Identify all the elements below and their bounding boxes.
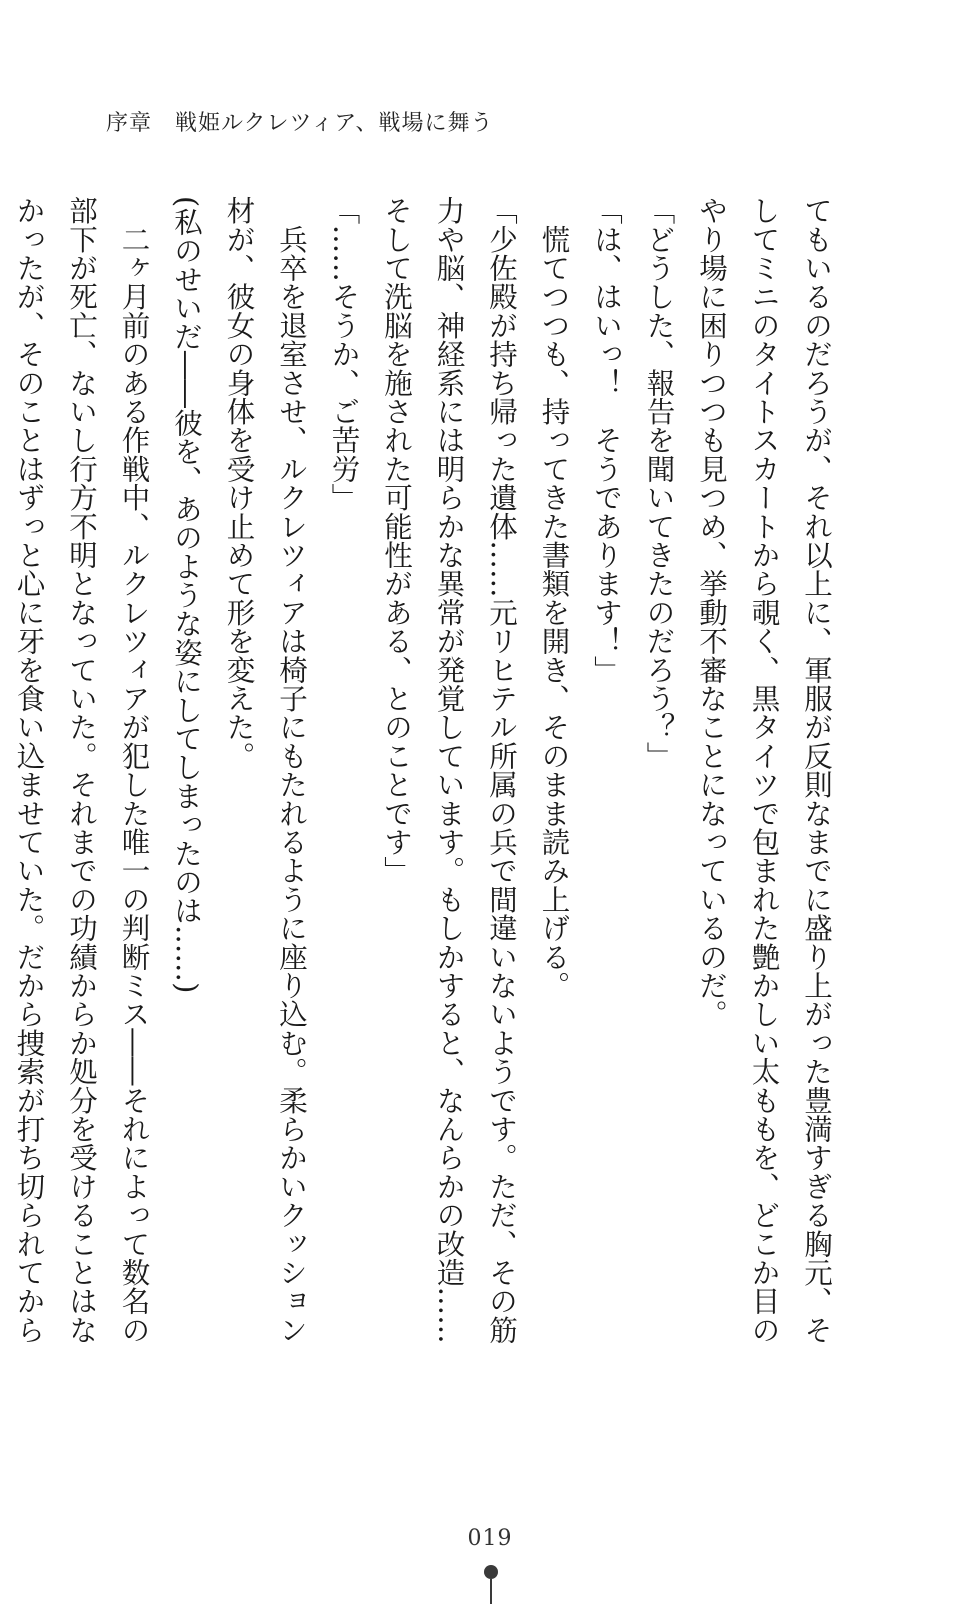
- folio-dot-ornament: [484, 1565, 498, 1579]
- text-line: 「……そうか、ご苦労」: [327, 196, 361, 512]
- text-line: てもいるのだろうが、それ以上に、軍服が反則なまでに盛り上がった豊満すぎる胸元、そ: [800, 196, 833, 1344]
- text-line: 部下が死亡、ないし行方不明となっていた。それまでの功績からか処分を受けることはな: [65, 196, 98, 1344]
- text-line: かったが、そのことはずっと心に牙を食い込ませていた。だから捜索が打ち切られてから: [12, 196, 46, 1345]
- text-line: 力や脳、神経系には明らかな異常が発覚しています。もしかすると、なんらかの改造……: [432, 196, 466, 1344]
- text-line: 二ヶ月前のある作戦中、ルクレツィアが犯した唯一の判断ミス――それによって数名の: [117, 196, 151, 1344]
- text-line: 「少佐殿が持ち帰った遺体……元リヒテル所属の兵で間違いないようです。ただ、その筋: [485, 196, 518, 1344]
- text-line: 兵卒を退室させ、ルクレツィアは椅子にもたれるように座り込む。柔らかいクッション: [275, 196, 308, 1344]
- text-line: 慌てつつも、持ってきた書類を開き、そのまま読み上げる。: [537, 196, 571, 1000]
- running-head: 序章 戦姫ルクレツィア、戦場に舞う: [106, 111, 494, 136]
- text-line: そして洗脳を施された可能性がある、とのことです」: [380, 196, 413, 885]
- body-text: [12, 196, 842, 1345]
- text-line: (私のせいだ――彼を、あのような姿にしてしまったのは……): [170, 196, 203, 994]
- text-line: 「どうした、報告を聞いてきたのだろう？」: [642, 196, 676, 770]
- folio-line-ornament: [490, 1579, 492, 1604]
- page-number: 019: [467, 1526, 513, 1551]
- text-line: [0, 196, 2, 1322]
- text-line: 「は、はいっ！ そうであります！」: [590, 196, 623, 684]
- text-line: してミニのタイトスカートから覗く、黒タイツで包まれた艶かしい太ももを、どこか目の: [747, 196, 781, 1344]
- text-line: やり場に困りつつも見つめ、挙動不審なことになっているのだ。: [695, 196, 728, 1029]
- text-line: 材が、彼女の身体を受け止めて形を変えた。: [222, 196, 256, 770]
